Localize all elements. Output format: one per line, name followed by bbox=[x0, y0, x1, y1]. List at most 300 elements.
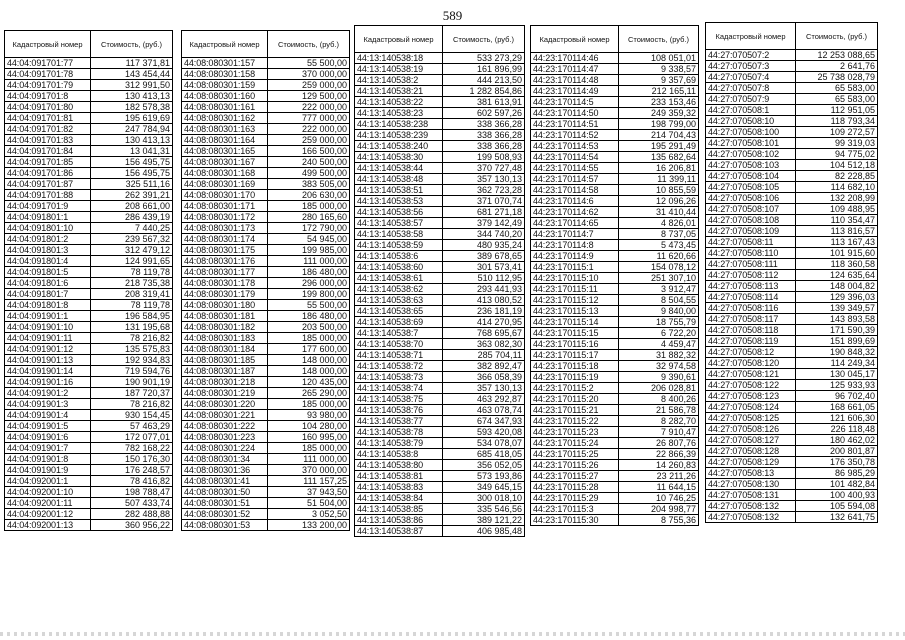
registry-tables bbox=[0, 25, 905, 625]
table-row bbox=[531, 471, 699, 482]
table-row bbox=[182, 58, 350, 69]
cadastral-number-cell: 44:13:140538:22 bbox=[355, 97, 443, 108]
cadastral-number-cell: 44:08:080301:164 bbox=[182, 135, 268, 146]
table-row bbox=[706, 116, 878, 127]
cost-value-cell: 249 359,32 bbox=[619, 108, 699, 119]
cost-value-cell: 130 413,13 bbox=[91, 91, 173, 102]
cadastral-number-cell: 44:08:080301:36 bbox=[182, 465, 268, 476]
cadastral-number-cell: 44:08:080301:177 bbox=[182, 267, 268, 278]
cost-value-cell: 117 371,81 bbox=[91, 58, 173, 69]
cadastral-number-cell: 44:04:091901:6 bbox=[5, 432, 91, 443]
cadastral-number-cell: 44:04:091801:10 bbox=[5, 223, 91, 234]
cadastral-number-cell: 44:23:170115:1 bbox=[531, 262, 619, 273]
table-row bbox=[182, 399, 350, 410]
table-row bbox=[531, 515, 699, 526]
page-number: 589 bbox=[442, 8, 463, 23]
cadastral-number-cell: 44:27:070507:9 bbox=[706, 94, 796, 105]
table-row bbox=[355, 438, 525, 449]
cost-value-cell: 463 292,87 bbox=[443, 394, 525, 405]
table-row bbox=[355, 207, 525, 218]
cadastral-number-cell: 44:13:140538:58 bbox=[355, 229, 443, 240]
table-row bbox=[706, 380, 878, 391]
cadastral-number-cell: 44:04:092001:13 bbox=[5, 520, 91, 531]
cost-value-cell: 214 704,43 bbox=[619, 130, 699, 141]
table-row bbox=[706, 72, 878, 83]
table-row bbox=[5, 443, 173, 454]
cost-value-cell: 413 080,52 bbox=[443, 295, 525, 306]
table-row bbox=[355, 515, 525, 526]
cost-value-cell: 226 118,48 bbox=[796, 424, 878, 435]
table-row bbox=[355, 361, 525, 372]
cadastral-number-cell: 44:27:070508:116 bbox=[706, 303, 796, 314]
table-row bbox=[706, 424, 878, 435]
cost-value-cell: 444 213,50 bbox=[443, 75, 525, 86]
cost-value-cell: 101 482,84 bbox=[796, 479, 878, 490]
cadastral-number-cell: 44:04:091901:7 bbox=[5, 443, 91, 454]
cadastral-number-cell: 44:13:140538:44 bbox=[355, 163, 443, 174]
cost-value-cell: 533 273,29 bbox=[443, 53, 525, 64]
table-row bbox=[182, 300, 350, 311]
cost-value-cell: 338 366,28 bbox=[443, 130, 525, 141]
cost-value-cell: 185 000,00 bbox=[268, 443, 350, 454]
table-row bbox=[355, 449, 525, 460]
cost-value-cell: 113 816,57 bbox=[796, 226, 878, 237]
cadastral-number-cell: 44:08:080301:51 bbox=[182, 498, 268, 509]
table-row bbox=[531, 240, 699, 251]
cost-value-cell: 777 000,00 bbox=[268, 113, 350, 124]
cost-value-cell: 312 479,12 bbox=[91, 245, 173, 256]
cadastral-number-cell: 44:04:091901:14 bbox=[5, 366, 91, 377]
cadastral-number-cell: 44:04:092001:11 bbox=[5, 498, 91, 509]
cadastral-number-cell: 44:27:070508:132 bbox=[706, 501, 796, 512]
cadastral-number-cell: 44:04:091901:10 bbox=[5, 322, 91, 333]
cadastral-number-cell: 44:04:091701:9 bbox=[5, 201, 91, 212]
table-row bbox=[5, 124, 173, 135]
table-row bbox=[706, 413, 878, 424]
cost-value-cell: 280 165,60 bbox=[268, 212, 350, 223]
table-row bbox=[182, 113, 350, 124]
cost-value-cell: 166 500,00 bbox=[268, 146, 350, 157]
table-row bbox=[706, 369, 878, 380]
table-row bbox=[182, 333, 350, 344]
cost-value-cell: 9 338,57 bbox=[619, 64, 699, 75]
cost-value-cell: 18 755,79 bbox=[619, 317, 699, 328]
cost-value-cell: 370 727,48 bbox=[443, 163, 525, 174]
cadastral-number-cell: 44:27:070508:122 bbox=[706, 380, 796, 391]
cadastral-number-cell: 44:13:140538:70 bbox=[355, 339, 443, 350]
registry-table bbox=[354, 25, 525, 537]
cost-value-cell: 236 181,19 bbox=[443, 306, 525, 317]
table-row bbox=[182, 520, 350, 531]
cadastral-number-cell: 44:13:140538:65 bbox=[355, 306, 443, 317]
cadastral-number-cell: 44:04:091901:2 bbox=[5, 388, 91, 399]
cadastral-number-cell: 44:13:140538:19 bbox=[355, 64, 443, 75]
cadastral-number-cell: 44:08:080301:165 bbox=[182, 146, 268, 157]
table-row bbox=[531, 427, 699, 438]
table-row bbox=[706, 138, 878, 149]
cadastral-number-cell: 44:04:091901:12 bbox=[5, 344, 91, 355]
cost-value-cell: 195 619,69 bbox=[91, 113, 173, 124]
cost-value-cell: 129 500,00 bbox=[268, 91, 350, 102]
cadastral-number-cell: 44:23:170115:14 bbox=[531, 317, 619, 328]
cost-value-cell: 113 167,43 bbox=[796, 237, 878, 248]
value-column-header: Стоимость, (руб.) bbox=[443, 26, 525, 53]
table-row bbox=[355, 174, 525, 185]
cost-value-cell: 135 682,64 bbox=[619, 152, 699, 163]
cadastral-number-cell: 44:08:080301:34 bbox=[182, 454, 268, 465]
table-row bbox=[706, 160, 878, 171]
table-row bbox=[706, 325, 878, 336]
value-column-header: Стоимость, (руб.) bbox=[91, 31, 173, 58]
cadastral-number-cell: 44:08:080301:41 bbox=[182, 476, 268, 487]
table-row bbox=[706, 292, 878, 303]
value-column-header: Стоимость, (руб.) bbox=[268, 31, 350, 58]
value-column-header: Стоимость, (руб.) bbox=[796, 23, 878, 50]
cost-value-cell: 265 290,00 bbox=[268, 388, 350, 399]
table-row bbox=[531, 53, 699, 64]
cadastral-number-cell: 44:13:140538:86 bbox=[355, 515, 443, 526]
table-row bbox=[5, 509, 173, 520]
cadastral-number-cell: 44:27:070508:112 bbox=[706, 270, 796, 281]
table-row bbox=[531, 174, 699, 185]
table-row bbox=[5, 476, 173, 487]
table-row bbox=[5, 421, 173, 432]
cost-value-cell: 325 511,16 bbox=[91, 179, 173, 190]
cost-value-cell: 1 282 854,86 bbox=[443, 86, 525, 97]
table-row bbox=[355, 240, 525, 251]
cost-value-cell: 176 248,57 bbox=[91, 465, 173, 476]
table-row bbox=[531, 273, 699, 284]
table-row bbox=[355, 53, 525, 64]
cadastral-number-cell: 44:23:170115:20 bbox=[531, 394, 619, 405]
cadastral-number-cell: 44:27:070507:3 bbox=[706, 61, 796, 72]
table-row bbox=[355, 130, 525, 141]
table-row bbox=[706, 314, 878, 325]
cadastral-number-cell: 44:27:070508:110 bbox=[706, 248, 796, 259]
table-row bbox=[531, 86, 699, 97]
table-row bbox=[706, 204, 878, 215]
cadastral-number-cell: 44:08:080301:179 bbox=[182, 289, 268, 300]
cost-value-cell: 148 000,00 bbox=[268, 366, 350, 377]
cost-value-cell: 105 594,08 bbox=[796, 501, 878, 512]
cost-value-cell: 148 000,00 bbox=[268, 355, 350, 366]
table-row bbox=[531, 350, 699, 361]
table-body bbox=[355, 53, 525, 537]
cadastral-number-cell: 44:23:170115:21 bbox=[531, 405, 619, 416]
cadastral-number-cell: 44:23:170114:53 bbox=[531, 141, 619, 152]
table-row bbox=[5, 80, 173, 91]
cadastral-number-cell: 44:23:170115:16 bbox=[531, 339, 619, 350]
cadastral-number-cell: 44:13:140538:6 bbox=[355, 251, 443, 262]
cost-value-cell: 104 512,18 bbox=[796, 160, 878, 171]
cadastral-number-cell: 44:08:080301:170 bbox=[182, 190, 268, 201]
table-row bbox=[531, 64, 699, 75]
cost-value-cell: 218 735,38 bbox=[91, 278, 173, 289]
table-row bbox=[355, 482, 525, 493]
cadastral-number-cell: 44:13:140538:56 bbox=[355, 207, 443, 218]
cadastral-number-cell: 44:13:140538:77 bbox=[355, 416, 443, 427]
cost-value-cell: 109 272,57 bbox=[796, 127, 878, 138]
cadastral-number-cell: 44:04:091701:77 bbox=[5, 58, 91, 69]
cost-value-cell: 185 000,00 bbox=[268, 399, 350, 410]
cadastral-number-cell: 44:04:091701:8 bbox=[5, 91, 91, 102]
cadastral-number-cell: 44:23:170114:65 bbox=[531, 218, 619, 229]
cost-value-cell: 78 416,82 bbox=[91, 476, 173, 487]
cost-value-cell: 94 775,02 bbox=[796, 149, 878, 160]
cadastral-number-cell: 44:13:140538:73 bbox=[355, 372, 443, 383]
cost-value-cell: 180 462,02 bbox=[796, 435, 878, 446]
cost-value-cell: 222 000,00 bbox=[268, 124, 350, 135]
cadastral-number-cell: 44:27:070508:12 bbox=[706, 347, 796, 358]
table-row bbox=[706, 193, 878, 204]
table-row bbox=[182, 355, 350, 366]
cadastral-number-cell: 44:08:080301:221 bbox=[182, 410, 268, 421]
cost-value-cell: 150 176,30 bbox=[91, 454, 173, 465]
cadastral-number-cell: 44:08:080301:174 bbox=[182, 234, 268, 245]
cadastral-number-cell: 44:13:140538:83 bbox=[355, 482, 443, 493]
cost-value-cell: 78 216,82 bbox=[91, 333, 173, 344]
cadastral-number-cell: 44:04:091801:5 bbox=[5, 267, 91, 278]
table-row bbox=[355, 427, 525, 438]
table-row bbox=[531, 328, 699, 339]
cadastral-number-cell: 44:27:070508:128 bbox=[706, 446, 796, 457]
cost-value-cell: 222 000,00 bbox=[268, 102, 350, 113]
cost-value-cell: 10 855,59 bbox=[619, 185, 699, 196]
table-row bbox=[182, 102, 350, 113]
cadastral-number-cell: 44:23:170114:7 bbox=[531, 229, 619, 240]
cost-value-cell: 251 307,10 bbox=[619, 273, 699, 284]
table-row bbox=[706, 281, 878, 292]
cadastral-number-cell: 44:04:091701:78 bbox=[5, 69, 91, 80]
cadastral-number-cell: 44:04:091901:1 bbox=[5, 311, 91, 322]
value-column-header: Стоимость, (руб.) bbox=[619, 26, 699, 53]
cost-value-cell: 93 980,00 bbox=[268, 410, 350, 421]
cadastral-number-cell: 44:13:140538:48 bbox=[355, 174, 443, 185]
cadastral-number-cell: 44:04:091701:79 bbox=[5, 80, 91, 91]
table-row bbox=[355, 152, 525, 163]
cost-value-cell: 8 504,55 bbox=[619, 295, 699, 306]
cost-value-cell: 14 260,83 bbox=[619, 460, 699, 471]
cadastral-number-cell: 44:27:070508:102 bbox=[706, 149, 796, 160]
cost-value-cell: 240 500,00 bbox=[268, 157, 350, 168]
code-column-header: Кадастровый номер bbox=[355, 26, 443, 53]
table-row bbox=[706, 446, 878, 457]
cost-value-cell: 3 052,50 bbox=[268, 509, 350, 520]
cadastral-number-cell: 44:13:140538:84 bbox=[355, 493, 443, 504]
table-row bbox=[182, 344, 350, 355]
table-row bbox=[355, 394, 525, 405]
table-row bbox=[531, 251, 699, 262]
table-row bbox=[706, 171, 878, 182]
cadastral-number-cell: 44:04:091901:5 bbox=[5, 421, 91, 432]
table-row bbox=[182, 421, 350, 432]
cost-value-cell: 186 480,00 bbox=[268, 267, 350, 278]
cadastral-number-cell: 44:23:170115:29 bbox=[531, 493, 619, 504]
cadastral-number-cell: 44:27:070508:131 bbox=[706, 490, 796, 501]
cost-value-cell: 78 216,82 bbox=[91, 399, 173, 410]
cost-value-cell: 206 028,81 bbox=[619, 383, 699, 394]
cost-value-cell: 10 746,25 bbox=[619, 493, 699, 504]
cadastral-number-cell: 44:23:170115:17 bbox=[531, 350, 619, 361]
table-row bbox=[355, 163, 525, 174]
cadastral-number-cell: 44:08:080301:163 bbox=[182, 124, 268, 135]
table-row bbox=[531, 416, 699, 427]
table-row bbox=[706, 358, 878, 369]
cost-value-cell: 239 567,32 bbox=[91, 234, 173, 245]
cadastral-number-cell: 44:13:140538:59 bbox=[355, 240, 443, 251]
cost-value-cell: 196 584,95 bbox=[91, 311, 173, 322]
table-row bbox=[355, 229, 525, 240]
table-row bbox=[182, 377, 350, 388]
cost-value-cell: 121 606,30 bbox=[796, 413, 878, 424]
table-row bbox=[531, 449, 699, 460]
cost-value-cell: 172 077,01 bbox=[91, 432, 173, 443]
cadastral-number-cell: 44:08:080301:52 bbox=[182, 509, 268, 520]
table-row bbox=[355, 317, 525, 328]
table-row bbox=[182, 465, 350, 476]
table-row bbox=[182, 432, 350, 443]
cost-value-cell: 507 433,74 bbox=[91, 498, 173, 509]
table-row bbox=[5, 190, 173, 201]
cadastral-number-cell: 44:04:091701:84 bbox=[5, 146, 91, 157]
table-row bbox=[355, 64, 525, 75]
table-row bbox=[531, 438, 699, 449]
cost-value-cell: 9 840,00 bbox=[619, 306, 699, 317]
cadastral-number-cell: 44:23:170114:50 bbox=[531, 108, 619, 119]
table-row bbox=[182, 366, 350, 377]
cost-value-cell: 370 000,00 bbox=[268, 465, 350, 476]
table-row bbox=[5, 410, 173, 421]
cost-value-cell: 11 644,15 bbox=[619, 482, 699, 493]
table-row bbox=[355, 306, 525, 317]
cadastral-number-cell: 44:23:170115:15 bbox=[531, 328, 619, 339]
table-row bbox=[5, 498, 173, 509]
table-row bbox=[355, 372, 525, 383]
cost-value-cell: 362 723,28 bbox=[443, 185, 525, 196]
table-row bbox=[5, 322, 173, 333]
cost-value-cell: 199 508,93 bbox=[443, 152, 525, 163]
cadastral-number-cell: 44:27:070508:127 bbox=[706, 435, 796, 446]
table-row bbox=[5, 278, 173, 289]
cost-value-cell: 22 866,39 bbox=[619, 449, 699, 460]
cost-value-cell: 338 366,28 bbox=[443, 119, 525, 130]
cadastral-number-cell: 44:27:070508:113 bbox=[706, 281, 796, 292]
cadastral-number-cell: 44:23:170114:6 bbox=[531, 196, 619, 207]
code-column-header: Кадастровый номер bbox=[531, 26, 619, 53]
cadastral-number-cell: 44:13:140538:57 bbox=[355, 218, 443, 229]
cost-value-cell: 463 078,74 bbox=[443, 405, 525, 416]
cost-value-cell: 406 985,48 bbox=[443, 526, 525, 537]
cost-value-cell: 129 396,03 bbox=[796, 292, 878, 303]
cost-value-cell: 282 488,88 bbox=[91, 509, 173, 520]
cadastral-number-cell: 44:13:140538:87 bbox=[355, 526, 443, 537]
cost-value-cell: 100 400,93 bbox=[796, 490, 878, 501]
cadastral-number-cell: 44:13:140538:75 bbox=[355, 394, 443, 405]
cadastral-number-cell: 44:13:140538:21 bbox=[355, 86, 443, 97]
table-row bbox=[706, 501, 878, 512]
table-row bbox=[706, 226, 878, 237]
table-row bbox=[182, 267, 350, 278]
cadastral-number-cell: 44:04:091801:3 bbox=[5, 245, 91, 256]
cadastral-number-cell: 44:27:070508:125 bbox=[706, 413, 796, 424]
table-row bbox=[5, 179, 173, 190]
table-row bbox=[5, 135, 173, 146]
cost-value-cell: 109 488,95 bbox=[796, 204, 878, 215]
cadastral-number-cell: 44:27:070508:118 bbox=[706, 325, 796, 336]
table-row bbox=[182, 146, 350, 157]
table-row bbox=[182, 157, 350, 168]
table-row bbox=[531, 97, 699, 108]
cadastral-number-cell: 44:27:070508:101 bbox=[706, 138, 796, 149]
cost-value-cell: 160 995,00 bbox=[268, 432, 350, 443]
table-row bbox=[182, 212, 350, 223]
cadastral-number-cell: 44:23:170114:54 bbox=[531, 152, 619, 163]
table-row bbox=[182, 322, 350, 333]
cadastral-number-cell: 44:23:170115:26 bbox=[531, 460, 619, 471]
table-row bbox=[5, 234, 173, 245]
table-row bbox=[706, 127, 878, 138]
cadastral-number-cell: 44:08:080301:175 bbox=[182, 245, 268, 256]
table-row bbox=[706, 347, 878, 358]
table-row bbox=[706, 215, 878, 226]
cadastral-number-cell: 44:08:080301:169 bbox=[182, 179, 268, 190]
table-row bbox=[355, 185, 525, 196]
cost-value-cell: 112 951,05 bbox=[796, 105, 878, 116]
cost-value-cell: 573 193,86 bbox=[443, 471, 525, 482]
cost-value-cell: 363 082,30 bbox=[443, 339, 525, 350]
table-row bbox=[182, 388, 350, 399]
table-row bbox=[182, 201, 350, 212]
cost-value-cell: 719 594,76 bbox=[91, 366, 173, 377]
cost-value-cell: 7 910,47 bbox=[619, 427, 699, 438]
cadastral-number-cell: 44:08:080301:50 bbox=[182, 487, 268, 498]
cost-value-cell: 124 635,64 bbox=[796, 270, 878, 281]
table-row bbox=[5, 355, 173, 366]
cadastral-number-cell: 44:08:080301:223 bbox=[182, 432, 268, 443]
scan-artifact-strip bbox=[0, 632, 905, 636]
cost-value-cell: 65 583,00 bbox=[796, 94, 878, 105]
cost-value-cell: 681 271,18 bbox=[443, 207, 525, 218]
table-row bbox=[355, 141, 525, 152]
cadastral-number-cell: 44:23:170115:2 bbox=[531, 383, 619, 394]
table-body bbox=[531, 53, 699, 526]
cost-value-cell: 5 473,45 bbox=[619, 240, 699, 251]
cost-value-cell: 293 441,93 bbox=[443, 284, 525, 295]
cost-value-cell: 356 052,05 bbox=[443, 460, 525, 471]
cadastral-number-cell: 44:27:070508:111 bbox=[706, 259, 796, 270]
cost-value-cell: 12 253 088,65 bbox=[796, 50, 878, 61]
table-row bbox=[355, 251, 525, 262]
table-row bbox=[706, 336, 878, 347]
registry-table bbox=[705, 22, 878, 523]
cadastral-number-cell: 44:04:091901:16 bbox=[5, 377, 91, 388]
cost-value-cell: 357 130,13 bbox=[443, 383, 525, 394]
cost-value-cell: 82 228,85 bbox=[796, 171, 878, 182]
cadastral-number-cell: 44:08:080301:162 bbox=[182, 113, 268, 124]
cadastral-number-cell: 44:27:070507:2 bbox=[706, 50, 796, 61]
table-row bbox=[182, 498, 350, 509]
cadastral-number-cell: 44:23:170115:13 bbox=[531, 306, 619, 317]
table-row bbox=[355, 262, 525, 273]
cost-value-cell: 3 912,47 bbox=[619, 284, 699, 295]
cadastral-number-cell: 44:13:140538:30 bbox=[355, 152, 443, 163]
table-row bbox=[5, 388, 173, 399]
cost-value-cell: 21 586,78 bbox=[619, 405, 699, 416]
table-row bbox=[706, 248, 878, 259]
cadastral-number-cell: 44:04:092001:12 bbox=[5, 509, 91, 520]
cost-value-cell: 285 704,11 bbox=[443, 350, 525, 361]
cost-value-cell: 768 695,67 bbox=[443, 328, 525, 339]
